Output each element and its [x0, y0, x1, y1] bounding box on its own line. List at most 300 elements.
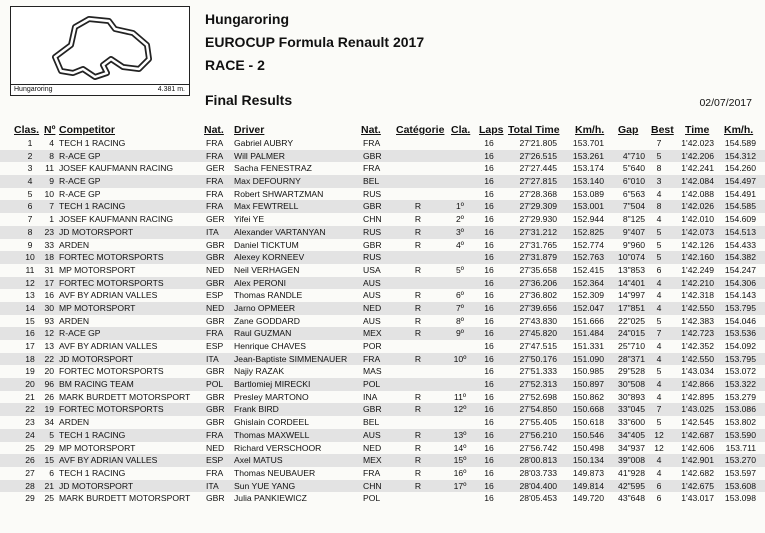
cell-laps: 16 [484, 264, 494, 275]
cell-total-time: 27'56.210 [519, 429, 557, 440]
cell-laps: 16 [484, 176, 494, 187]
cell-no: 33 [44, 239, 54, 250]
cell-laps: 16 [484, 214, 494, 225]
cell-clas: 18 [25, 353, 35, 364]
cell-nat2: GBR [363, 239, 382, 250]
cell-nat2: POL [363, 493, 381, 504]
table-row [0, 200, 765, 213]
cell-nat2: CHN [363, 214, 382, 225]
cell-best: 7 [656, 138, 662, 148]
cell-total-time: 27'51.333 [519, 366, 557, 377]
cell-kmh: 152.415 [572, 264, 604, 275]
cell-nat2: USA [363, 264, 381, 275]
cell-categorie: R [414, 302, 422, 313]
cell-no: 8 [49, 150, 54, 161]
cell-categorie: R [414, 391, 422, 402]
cell-clas: 9 [27, 239, 33, 250]
cell-nat: NED [206, 264, 225, 275]
col-gap: Gap [618, 124, 639, 136]
cell-gap: 10"074 [618, 252, 645, 263]
cell-driver: Alexander VARTANYAN [234, 226, 326, 237]
cell-no: 93 [44, 315, 54, 326]
cell-driver: Alexey KORNEEV [234, 252, 305, 263]
cell-nat2: INA [363, 391, 378, 402]
cell-clas: 20 [25, 379, 35, 390]
cell-nat2: CHN [363, 480, 382, 491]
cell-best: 4 [656, 188, 662, 199]
cell-laps: 16 [484, 315, 494, 326]
cell-nat2: POR [363, 341, 382, 351]
cell-categorie: R [414, 404, 422, 415]
col-competitor: Competitor [59, 124, 115, 136]
cell-best-kmh: 153.590 [724, 429, 756, 440]
cell-best: 5 [656, 315, 662, 326]
table-row [0, 327, 765, 340]
cell-nat2: FRA [363, 138, 381, 148]
cell-competitor: JD MOTORSPORT [59, 226, 134, 237]
table-row [0, 188, 765, 201]
cell-total-time: 27'45.820 [519, 328, 557, 339]
cell-no: 26 [44, 391, 54, 402]
cell-no: 16 [44, 290, 54, 301]
cell-categorie: R [414, 315, 422, 326]
cell-driver: Will PALMER [234, 150, 285, 161]
col-categorie: Catégorie [396, 124, 445, 136]
cell-best: 4 [656, 302, 662, 313]
table-row [0, 340, 765, 353]
cell-nat: ITA [206, 353, 219, 364]
cell-total-time: 27'54.850 [519, 404, 557, 415]
cell-nat: GBR [206, 366, 225, 377]
cell-clas: 27 [25, 467, 35, 478]
cell-nat2: POL [363, 379, 381, 390]
table-row [0, 467, 765, 480]
cell-kmh: 149.720 [572, 493, 604, 504]
cell-best: 8 [656, 201, 662, 212]
cell-gap: 9"407 [622, 226, 645, 237]
cell-nat2: FRA [363, 467, 381, 478]
cell-nat2: MEX [363, 455, 382, 466]
cell-nat: ESP [206, 455, 224, 466]
cell-total-time: 27'50.176 [519, 353, 557, 364]
cell-best-kmh: 154.312 [724, 150, 756, 161]
cell-gap: 17"851 [618, 302, 645, 313]
cell-laps: 16 [484, 239, 494, 250]
cell-kmh: 150.897 [572, 379, 604, 390]
cell-no: 29 [44, 442, 54, 453]
cell-total-time: 27'29.309 [519, 201, 557, 212]
cell-gap: 14"401 [618, 277, 645, 288]
cell-competitor: ARDEN [59, 239, 90, 250]
cell-categorie: R [414, 226, 422, 237]
cell-clas: 2 [27, 150, 33, 161]
cell-best: 4 [656, 341, 662, 351]
cell-total-time: 27'31.765 [519, 239, 557, 250]
cell-best: 4 [656, 214, 662, 225]
cell-best-time: 1'42.723 [681, 328, 714, 339]
cell-best: 5 [656, 252, 662, 263]
cell-nat2: NED [363, 442, 382, 453]
cell-cla: 11º [453, 391, 467, 402]
cell-gap: 13"853 [618, 264, 645, 275]
cell-total-time: 28'04.400 [519, 480, 557, 491]
cell-gap: 14"997 [618, 290, 645, 301]
table-row [0, 353, 765, 366]
cell-best: 7 [656, 404, 662, 415]
map-circuit-name: Hungaroring [14, 86, 53, 93]
cell-clas: 16 [25, 328, 35, 339]
cell-competitor: R-ACE GP [59, 150, 101, 161]
cell-cla: 8º [456, 315, 464, 326]
cell-competitor: R-ACE GP [59, 188, 101, 199]
table-row [0, 213, 765, 226]
cell-total-time: 27'47.515 [519, 341, 557, 351]
cell-best-kmh: 154.306 [724, 277, 756, 288]
cell-laps: 16 [484, 493, 494, 504]
map-track-length: 4.381 m. [157, 86, 185, 93]
cell-total-time: 28'05.453 [519, 493, 557, 504]
cell-competitor: ARDEN [59, 315, 90, 326]
cell-best-kmh: 153.098 [724, 493, 756, 504]
cell-categorie: R [414, 328, 422, 339]
cell-best: 6 [656, 493, 662, 504]
cell-gap: 33"045 [618, 404, 645, 415]
cell-nat: FRA [206, 176, 224, 187]
cell-best-kmh: 154.513 [724, 226, 756, 237]
table-row [0, 289, 765, 302]
cell-cla: 1º [456, 201, 464, 212]
cell-nat2: MEX [363, 328, 382, 339]
cell-best: 4 [656, 379, 662, 390]
cell-best-kmh: 154.260 [724, 163, 756, 174]
cell-competitor: FORTEC MOTORSPORTS [59, 404, 164, 415]
cell-nat: GBR [206, 239, 225, 250]
cell-driver: Neil VERHAGEN [234, 264, 300, 275]
cell-best-time: 1'42.675 [681, 480, 714, 491]
table-row [0, 150, 765, 163]
cell-laps: 16 [484, 404, 494, 415]
cell-best-time: 1'42.352 [681, 341, 714, 351]
cell-best-kmh: 154.585 [724, 201, 756, 212]
cell-driver: Sun YUE YANG [234, 480, 296, 491]
cell-kmh: 150.985 [572, 366, 604, 377]
cell-gap: 24"015 [618, 328, 645, 339]
cell-laps: 16 [484, 467, 494, 478]
cell-best-kmh: 153.597 [724, 467, 756, 478]
cell-gap: 9"960 [622, 239, 645, 250]
cell-best-time: 1'42.383 [681, 315, 714, 326]
cell-clas: 24 [25, 429, 35, 440]
cell-laps: 16 [484, 341, 494, 351]
cell-gap: 6"010 [622, 176, 645, 187]
table-row [0, 442, 765, 455]
cell-best-time: 1'42.687 [681, 429, 714, 440]
cell-driver: Zane GODDARD [234, 315, 300, 326]
cell-best-kmh: 153.270 [724, 455, 756, 466]
cell-laps: 16 [484, 252, 494, 263]
cell-competitor: FORTEC MOTORSPORTS [59, 252, 164, 263]
cell-competitor: AVF BY ADRIAN VALLES [59, 290, 158, 301]
cell-cla: 16º [453, 467, 467, 478]
cell-kmh: 153.701 [572, 138, 604, 148]
cell-laps: 16 [484, 277, 494, 288]
cell-nat: FRA [206, 328, 224, 339]
cell-total-time: 27'27.445 [519, 163, 557, 174]
table-row [0, 226, 765, 239]
cell-gap: 7"504 [622, 201, 645, 212]
cell-kmh: 153.174 [572, 163, 604, 174]
cell-no: 25 [44, 493, 54, 504]
cell-best-kmh: 154.433 [724, 239, 756, 250]
cell-total-time: 27'21.805 [519, 138, 557, 148]
cell-kmh: 151.666 [572, 315, 604, 326]
cell-competitor: JD MOTORSPORT [59, 480, 134, 491]
cell-clas: 5 [27, 188, 33, 199]
cell-categorie: R [414, 239, 422, 250]
cell-competitor: ARDEN [59, 417, 90, 428]
cell-competitor: MARK BURDETT MOTORSPORT [59, 493, 191, 504]
cell-kmh: 153.089 [572, 188, 604, 199]
circuit-map [10, 6, 190, 96]
cell-best-kmh: 153.802 [724, 417, 756, 428]
cell-best-time: 1'42.023 [681, 138, 714, 148]
cell-best: 4 [656, 455, 662, 466]
col-nat2: Nat. [361, 124, 381, 136]
cell-driver: Presley MARTONO [234, 391, 309, 402]
cell-total-time: 27'52.313 [519, 379, 557, 390]
col-no: Nº [44, 124, 56, 136]
cell-competitor: FORTEC MOTORSPORTS [59, 277, 164, 288]
cell-nat2: RUS [363, 188, 382, 199]
cell-laps: 16 [484, 302, 494, 313]
cell-driver: Frank BIRD [234, 404, 279, 415]
table-row [0, 429, 765, 442]
cell-cla: 14º [453, 442, 467, 453]
cell-no: 11 [45, 163, 54, 174]
cell-driver: Robert SHWARTZMAN [234, 188, 324, 199]
cell-total-time: 27'26.515 [519, 150, 557, 161]
cell-cla: 6º [456, 290, 464, 301]
cell-best: 4 [656, 467, 662, 478]
cell-best: 6 [656, 264, 662, 275]
cell-nat2: BEL [363, 417, 380, 428]
cell-competitor: JOSEF KAUFMANN RACING [59, 163, 174, 174]
cell-best-time: 1'42.241 [681, 163, 714, 174]
cell-best-kmh: 154.589 [724, 138, 756, 148]
cell-driver: Julia PANKIEWICZ [234, 493, 307, 504]
cell-nat2: AUS [363, 277, 381, 288]
cell-clas: 10 [25, 252, 35, 263]
cell-clas: 26 [25, 455, 35, 466]
cell-clas: 3 [27, 163, 33, 174]
table-row [0, 454, 765, 467]
cell-nat2: AUS [363, 315, 381, 326]
cell-total-time: 27'52.698 [519, 391, 557, 402]
col-clas: Clas. [14, 124, 40, 136]
results-subtitle: Final Results [205, 92, 293, 108]
cell-competitor: JOSEF KAUFMANN RACING [59, 214, 174, 225]
table-row [0, 391, 765, 404]
cell-competitor: TECH 1 RACING [59, 138, 126, 148]
cell-driver: Thomas MAXWELL [234, 429, 310, 440]
cell-driver: Raul GUZMAN [234, 328, 292, 339]
cell-clas: 22 [25, 404, 35, 415]
cell-clas: 23 [25, 417, 35, 428]
cell-gap: 4"710 [622, 150, 645, 161]
cell-best-kmh: 153.608 [724, 480, 756, 491]
cell-kmh: 152.364 [572, 277, 604, 288]
cell-total-time: 27'35.658 [519, 264, 557, 275]
cell-cla: 9º [456, 328, 464, 339]
cell-total-time: 27'56.742 [519, 442, 557, 453]
cell-no: 96 [44, 379, 54, 390]
cell-gap: 6"563 [622, 188, 645, 199]
cell-nat: POL [206, 379, 224, 390]
cell-best: 4 [656, 290, 662, 301]
cell-best: 5 [656, 226, 662, 237]
cell-clas: 8 [27, 226, 33, 237]
cell-no: 22 [44, 353, 54, 364]
col-total-time: Total Time [508, 124, 560, 136]
cell-no: 7 [49, 201, 54, 212]
results-table [0, 137, 765, 505]
cell-nat: GER [206, 163, 225, 174]
table-row [0, 480, 765, 493]
cell-kmh: 150.618 [572, 417, 604, 428]
cell-clas: 13 [25, 290, 35, 301]
table-row [0, 277, 765, 290]
cell-nat: FRA [206, 150, 224, 161]
col-laps: Laps [479, 124, 504, 136]
cell-no: 9 [49, 176, 54, 187]
cell-total-time: 27'36.802 [519, 290, 557, 301]
cell-kmh: 150.134 [572, 455, 604, 466]
cell-cla: 12º [453, 404, 467, 415]
cell-laps: 16 [484, 328, 494, 339]
cell-laps: 16 [484, 138, 494, 148]
cell-no: 19 [44, 404, 54, 415]
cell-best-time: 1'42.026 [681, 201, 714, 212]
cell-driver: Yifei YE [234, 214, 265, 225]
table-row [0, 137, 765, 150]
cell-driver: Ghislain CORDEEL [234, 417, 309, 428]
cell-competitor: BM RACING TEAM [59, 379, 134, 390]
cell-best-time: 1'43.017 [681, 493, 714, 504]
cell-nat2: RUS [363, 226, 382, 237]
cell-total-time: 27'43.830 [519, 315, 557, 326]
table-row [0, 416, 765, 429]
cell-kmh: 152.774 [572, 239, 604, 250]
cell-clas: 17 [25, 341, 35, 351]
col-kmh2: Km/h. [724, 124, 754, 136]
cell-nat: GBR [206, 417, 225, 428]
cell-nat2: AUS [363, 429, 381, 440]
cell-nat: NED [206, 302, 225, 313]
table-row [0, 315, 765, 328]
cell-total-time: 27'31.879 [519, 252, 557, 263]
cell-gap: 43"648 [618, 493, 645, 504]
cell-best-kmh: 153.536 [724, 328, 756, 339]
cell-laps: 16 [484, 455, 494, 466]
cell-no: 1 [49, 214, 54, 225]
cell-nat: GER [206, 214, 225, 225]
table-header [0, 124, 765, 137]
cell-no: 4 [49, 138, 54, 148]
cell-laps: 16 [484, 290, 494, 301]
cell-best-kmh: 154.046 [724, 315, 756, 326]
cell-total-time: 27'36.206 [519, 277, 557, 288]
cell-nat: GBR [206, 252, 225, 263]
table-row [0, 264, 765, 277]
cell-laps: 16 [484, 188, 494, 199]
table-row [0, 378, 765, 391]
cell-competitor: AVF BY ADRIAN VALLES [59, 341, 158, 351]
cell-best: 4 [656, 353, 662, 364]
cell-best: 5 [656, 239, 662, 250]
cell-nat: FRA [206, 188, 224, 199]
cell-gap: 5"640 [622, 163, 645, 174]
cell-categorie: R [414, 290, 422, 301]
cell-gap: 34"937 [618, 442, 645, 453]
cell-best: 8 [656, 163, 662, 174]
cell-cla: 13º [453, 429, 467, 440]
cell-nat: GBR [206, 277, 225, 288]
cell-categorie: R [414, 214, 422, 225]
cell-best-time: 1'42.682 [681, 467, 714, 478]
cell-best-time: 1'42.210 [681, 277, 714, 288]
cell-best-time: 1'42.606 [681, 442, 714, 453]
cell-cla: 15º [453, 455, 467, 466]
cell-kmh: 149.873 [572, 467, 604, 478]
cell-driver: Gabriel AUBRY [234, 138, 294, 148]
cell-total-time: 27'55.405 [519, 417, 557, 428]
cell-best-time: 1'42.901 [681, 455, 714, 466]
cell-competitor: TECH 1 RACING [59, 201, 126, 212]
cell-competitor: MARK BURDETT MOTORSPORT [59, 391, 191, 402]
cell-nat2: RUS [363, 252, 382, 263]
cell-no: 15 [44, 455, 54, 466]
cell-total-time: 28'00.813 [519, 455, 557, 466]
cell-best-time: 1'42.206 [681, 150, 714, 161]
cell-best: 4 [656, 391, 662, 402]
cell-kmh: 152.309 [572, 290, 604, 301]
table-row [0, 239, 765, 252]
cell-kmh: 150.668 [572, 404, 604, 415]
cell-best-time: 1'42.126 [681, 239, 714, 250]
cell-best-time: 1'42.010 [681, 214, 714, 225]
cell-best-time: 1'42.088 [681, 188, 714, 199]
cell-best: 6 [656, 480, 662, 491]
cell-nat2: AUS [363, 290, 381, 301]
cell-cla: 4º [456, 239, 464, 250]
cell-clas: 14 [25, 302, 35, 313]
cell-best-kmh: 153.711 [725, 442, 756, 453]
cell-no: 6 [49, 467, 54, 478]
cell-driver: Alex PERONI [234, 277, 287, 288]
cell-driver: Jarno OPMEER [234, 302, 296, 313]
cell-competitor: MP MOTORSPORT [59, 264, 136, 275]
cell-nat: GBR [206, 493, 225, 504]
cell-nat2: NED [363, 302, 382, 313]
cell-best-time: 1'42.073 [681, 226, 714, 237]
cell-clas: 29 [25, 493, 35, 504]
cell-nat2: GBR [363, 150, 382, 161]
cell-categorie: R [414, 353, 422, 364]
cell-best-kmh: 153.795 [724, 302, 756, 313]
cell-no: 18 [44, 252, 54, 263]
cell-best-time: 1'42.895 [681, 391, 714, 402]
cell-nat2: FRA [363, 353, 381, 364]
